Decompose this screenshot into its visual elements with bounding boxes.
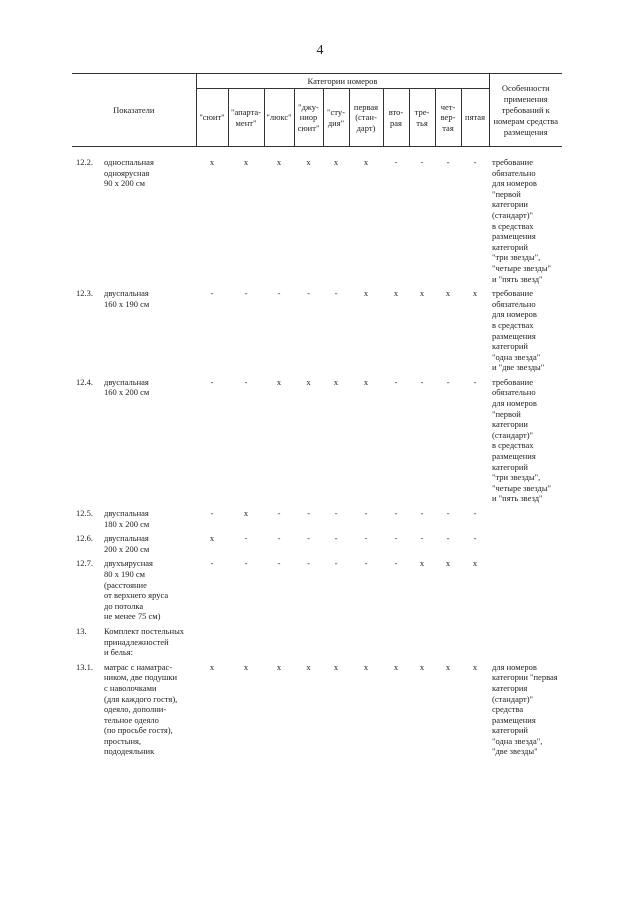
- row-feature: [489, 533, 562, 554]
- category-mark: -: [394, 508, 398, 518]
- category-header: "люкс": [264, 89, 294, 147]
- category-mark: х: [419, 288, 425, 299]
- category-header: чет- вер- тая: [435, 89, 461, 147]
- category-mark: х: [393, 661, 399, 672]
- category-header: "сту- дия": [323, 89, 349, 147]
- category-mark: [383, 626, 409, 658]
- row-spacer-cell: [72, 757, 562, 761]
- category-mark: х: [363, 376, 369, 387]
- category-mark: х: [419, 558, 425, 569]
- category-mark: -: [394, 533, 398, 544]
- row-indicator: односпальная одноярусная 90 х 200 см: [104, 157, 154, 189]
- table-row: [72, 626, 562, 658]
- category-mark: -: [210, 288, 214, 299]
- category-mark: х: [445, 558, 451, 569]
- category-mark: -: [277, 508, 281, 518]
- category-mark: [409, 626, 435, 658]
- row-spacer: [72, 757, 562, 761]
- category-mark: -: [394, 157, 398, 167]
- category-mark: х: [243, 157, 249, 167]
- category-mark: -: [446, 157, 450, 167]
- category-mark: -: [334, 508, 338, 518]
- category-mark: -: [210, 558, 214, 569]
- category-mark: [264, 626, 294, 658]
- row-indicator: матрас с наматрас- ником, две подушки с наволочками (для каждого гостя), одеяло, дополни- тельное одеяло (по просьбе гостя), простыня, пододеяльник: [104, 661, 178, 757]
- table-row: [72, 147, 562, 285]
- category-mark: х: [472, 661, 478, 672]
- category-mark: -: [334, 558, 338, 569]
- row-number: 12.5.: [76, 508, 93, 518]
- category-mark: -: [364, 508, 368, 518]
- room-requirements-table: [72, 73, 562, 761]
- category-mark: -: [307, 288, 310, 299]
- category-mark: -: [210, 376, 214, 387]
- category-mark: -: [364, 558, 368, 569]
- category-mark: -: [473, 508, 477, 518]
- category-mark: х: [276, 661, 282, 672]
- row-feature: [489, 508, 562, 529]
- category-mark: х: [276, 157, 282, 167]
- table-row: [72, 288, 562, 373]
- category-mark: х: [276, 376, 282, 387]
- row-number: 12.4.: [76, 376, 93, 387]
- category-mark: х: [306, 376, 311, 387]
- category-mark: х: [419, 661, 425, 672]
- category-mark: -: [473, 157, 477, 167]
- category-mark: х: [209, 157, 215, 167]
- category-mark: х: [209, 661, 215, 672]
- category-mark: [294, 626, 323, 658]
- table-row: [72, 662, 562, 757]
- category-mark: х: [363, 157, 369, 167]
- category-mark: -: [210, 508, 214, 518]
- category-mark: [349, 626, 383, 658]
- category-mark: -: [307, 533, 310, 544]
- category-mark: [435, 626, 461, 658]
- category-mark: -: [277, 533, 281, 544]
- row-indicator: двуспальная 160 х 200 см: [104, 376, 150, 398]
- table-row: [72, 533, 562, 554]
- category-header: первая (стан- дарт): [349, 89, 383, 147]
- features-header: Особенности применения требований к номерам средства размещения: [489, 74, 562, 147]
- category-header: тре- тья: [409, 89, 435, 147]
- room-categories-header: Категории номеров: [196, 74, 489, 89]
- category-mark: х: [393, 288, 399, 299]
- row-feature: [489, 626, 562, 658]
- category-header: "джу- ниор сюит": [294, 89, 323, 147]
- category-mark: -: [244, 288, 248, 299]
- category-mark: -: [307, 558, 310, 569]
- row-indicator: двуспальная 160 х 190 см: [104, 288, 150, 309]
- category-mark: -: [307, 508, 310, 518]
- category-mark: -: [473, 376, 477, 387]
- category-mark: х: [243, 661, 249, 672]
- row-number: 12.6.: [76, 533, 93, 544]
- row-feature: [489, 558, 562, 622]
- row-number: 12.2.: [76, 157, 93, 167]
- category-mark: -: [334, 533, 338, 544]
- category-header: "сюит": [196, 89, 228, 147]
- category-mark: [228, 626, 264, 658]
- category-mark: -: [244, 376, 248, 387]
- table-row: [72, 377, 562, 504]
- category-mark: -: [277, 288, 281, 299]
- row-indicator: двуспальная 180 х 200 см: [104, 508, 150, 529]
- table-row: [72, 508, 562, 529]
- category-mark: -: [420, 533, 424, 544]
- category-mark: -: [334, 288, 338, 299]
- category-mark: -: [277, 558, 281, 569]
- category-mark: х: [363, 288, 369, 299]
- page-number: 4: [316, 43, 324, 58]
- category-header: "апарта- мент": [228, 89, 264, 147]
- row-number: 12.7.: [76, 558, 93, 569]
- row-feature: требование обязательно для номеров "первой категории (стандарт)" в средствах размещения категорий "три звезды", "четыре звезды" и "пять звезд": [492, 157, 551, 284]
- row-number: 13.1.: [76, 661, 93, 672]
- row-number: 12.3.: [76, 288, 93, 299]
- category-mark: -: [364, 533, 368, 544]
- category-mark: х: [306, 661, 311, 672]
- category-mark: -: [446, 508, 450, 518]
- category-mark: [196, 626, 228, 658]
- category-mark: -: [446, 376, 450, 387]
- category-mark: -: [420, 157, 424, 167]
- row-feature: для номеров категории "первая категория (стандарт)" средства размещения категорий "одна звезда", "две звезды": [492, 661, 558, 757]
- category-mark: -: [420, 376, 424, 387]
- row-indicator: Комплект постельных принадлежностей и белья:: [104, 625, 185, 658]
- indicators-header: Показатели: [72, 74, 196, 147]
- row-feature: требование обязательно для номеров в средствах размещения категорий "одна звезда" и "две звезды": [492, 288, 545, 373]
- category-mark: -: [244, 558, 248, 569]
- category-mark: х: [472, 558, 478, 569]
- category-mark: -: [244, 533, 248, 544]
- category-header: пятая: [461, 89, 489, 147]
- category-mark: х: [363, 661, 369, 672]
- category-mark: х: [472, 288, 478, 299]
- category-mark: х: [306, 157, 311, 167]
- table-body: [72, 147, 562, 762]
- table-row: [72, 558, 562, 622]
- category-mark: х: [243, 508, 249, 518]
- category-mark: -: [446, 533, 450, 544]
- category-mark: -: [394, 558, 398, 569]
- row-feature: требование обязательно для номеров "первой категории (стандарт)" в средствах размещения категорий "три звезды", "четыре звезды" и "пять звезд": [492, 376, 551, 504]
- row-number: 13.: [76, 625, 87, 636]
- category-mark: х: [333, 157, 339, 167]
- category-mark: -: [420, 508, 424, 518]
- category-mark: х: [333, 376, 339, 387]
- category-header: вто- рая: [383, 89, 409, 147]
- row-indicator: двуспальная 200 х 200 см: [104, 533, 150, 554]
- category-mark: [461, 626, 489, 658]
- category-mark: х: [333, 661, 339, 672]
- category-mark: х: [209, 533, 215, 544]
- category-mark: х: [445, 661, 451, 672]
- row-indicator: двухъярусная 80 х 190 см (расстояние от верхнего яруса до потолка не менее 75 см): [104, 558, 169, 622]
- category-mark: -: [473, 533, 477, 544]
- category-mark: [323, 626, 349, 658]
- category-mark: -: [394, 376, 398, 387]
- category-mark: х: [445, 288, 451, 299]
